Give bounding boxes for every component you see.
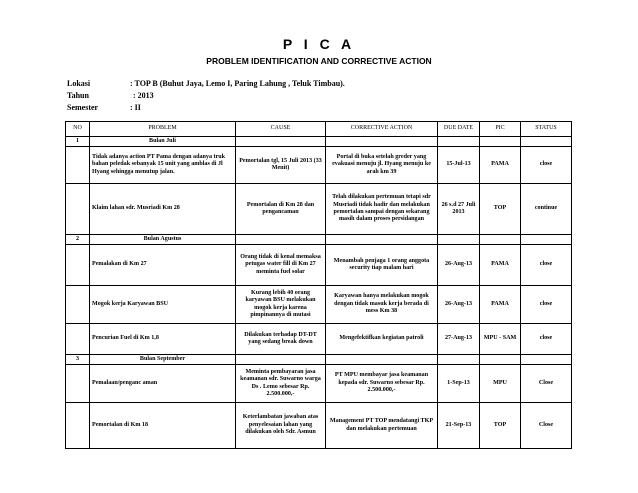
- table-row: [66, 184, 572, 235]
- empty-cell: [438, 355, 480, 365]
- section-row: [66, 235, 572, 245]
- status-cell: close: [521, 147, 572, 184]
- section-label: Bulan September: [90, 355, 236, 365]
- empty-cell: [521, 235, 572, 245]
- header-cause: CAUSE: [236, 122, 326, 137]
- table-row: [66, 403, 572, 449]
- empty-cell: [66, 184, 90, 235]
- document-subtitle: PROBLEM IDENTIFICATION AND CORRECTIVE ACTION: [206, 56, 432, 66]
- empty-cell: [236, 355, 326, 365]
- due-date-cell: 15-Jul-13: [438, 147, 480, 184]
- meta-lokasi-value: : TOP B (Buhut Jaya, Lemo I, Paring Lahung , Teluk Timbau).: [130, 79, 345, 88]
- due-date-cell: 1-Sep-13: [438, 365, 480, 403]
- document-title: P I C A: [282, 36, 356, 52]
- section-row: [66, 355, 572, 365]
- table-row: [66, 147, 572, 184]
- status-cell: close: [521, 324, 572, 355]
- due-date-cell: 21-Sep-13: [438, 403, 480, 449]
- table-row: [66, 245, 572, 286]
- problem-cell: Pemortalan di Km 18: [90, 403, 236, 449]
- meta-tahun-value: : 2013: [133, 91, 154, 100]
- empty-cell: [66, 324, 90, 355]
- cause-cell: Dilakukan terhadap DT-DT yang sedang break down: [236, 324, 326, 355]
- meta-lokasi-label: Lokasi: [67, 79, 91, 88]
- problem-cell: Tidak adanya action PT Pama dengan adanya truk bahan peledak sebanyak 15 unit yang amblas di Jl Hyang sehingga menutup jalan.: [90, 147, 236, 184]
- empty-cell: [236, 137, 326, 147]
- empty-cell: [66, 286, 90, 324]
- header-corrective-action: CORRECTIVE ACTION: [326, 122, 438, 137]
- empty-cell: [438, 137, 480, 147]
- empty-cell: [521, 355, 572, 365]
- pica-table: [65, 121, 572, 449]
- empty-cell: [480, 137, 521, 147]
- header-status: STATUS: [521, 122, 572, 137]
- pic-cell: PAMA: [480, 286, 521, 324]
- problem-cell: Mogok kerja Karyawan BSU: [90, 286, 236, 324]
- cause-cell: Pemortalan tgl, 15 Juli 2013 (33 Menit): [236, 147, 326, 184]
- header-no: NO: [66, 122, 90, 137]
- table-row: [66, 365, 572, 403]
- pic-cell: PAMA: [480, 147, 521, 184]
- meta-tahun-label: Tahun: [67, 91, 89, 100]
- pic-cell: MPU: [480, 365, 521, 403]
- action-cell: Menambah penjaga 1 orang anggota security tiap malam hari: [326, 245, 438, 286]
- empty-cell: [326, 235, 438, 245]
- empty-cell: [326, 137, 438, 147]
- action-cell: Karyawan hanya melakukan mogok dengan tidak masuk kerja berada di mess Km 38: [326, 286, 438, 324]
- cause-cell: Kurang lebih 40 orang karyawan BSU melakukan mogok kerja karena pimpinannya di mutasi: [236, 286, 326, 324]
- status-cell: Close: [521, 365, 572, 403]
- table-row: [66, 286, 572, 324]
- empty-cell: [236, 235, 326, 245]
- header-problem: PROBLEM: [90, 122, 236, 137]
- problem-cell: Pencurian Fuel di Km 1,8: [90, 324, 236, 355]
- empty-cell: [326, 355, 438, 365]
- meta-semester-value: : II: [130, 103, 141, 112]
- section-row: [66, 137, 572, 147]
- empty-cell: [480, 235, 521, 245]
- meta-semester-label: Semester: [67, 103, 99, 112]
- meta-lokasi: [67, 79, 345, 88]
- action-cell: Portal di buka setelah greder yang evakuasi menuju jl. Hyang menuju ke arah km 39: [326, 147, 438, 184]
- cause-cell: Pemortalan di Km 28 dan pengancaman: [236, 184, 326, 235]
- empty-cell: [480, 355, 521, 365]
- status-cell: continue: [521, 184, 572, 235]
- empty-cell: [66, 403, 90, 449]
- section-label: Bulan Agustus: [90, 235, 236, 245]
- problem-cell: Pemalakan di Km 27: [90, 245, 236, 286]
- cause-cell: Orang tidak di kenal memaksa petugas water fill di Km 27 meminta fuel solar: [236, 245, 326, 286]
- meta-tahun: [67, 91, 154, 100]
- table-row: [66, 324, 572, 355]
- empty-cell: [438, 235, 480, 245]
- empty-cell: [66, 147, 90, 184]
- status-cell: Close: [521, 403, 572, 449]
- header-due-date: DUE DATE: [438, 122, 480, 137]
- problem-cell: Pemalaan/penganc aman: [90, 365, 236, 403]
- section-number: 2: [66, 235, 90, 245]
- pic-cell: TOP: [480, 184, 521, 235]
- action-cell: PT MPU membayar jasa keamanan kepada sdr. Suwarno sebesar Rp. 2.500.000,-: [326, 365, 438, 403]
- cause-cell: Keterlambatan jawaban atas penyelesaian lahan yang dilakukan oleh Sdr. Asmun: [236, 403, 326, 449]
- pic-cell: TOP: [480, 403, 521, 449]
- header-pic: PIC: [480, 122, 521, 137]
- action-cell: Mengefektifkan kegiatan patroli: [326, 324, 438, 355]
- meta-semester: [67, 103, 141, 112]
- table-header-row: [66, 122, 572, 137]
- empty-cell: [521, 137, 572, 147]
- empty-cell: [66, 365, 90, 403]
- pic-cell: PAMA: [480, 245, 521, 286]
- cause-cell: Meminta pembayaran jasa keamanan sdr. Suwarno warga Ds . Lemo sebesar Rp. 2.500.000,-: [236, 365, 326, 403]
- due-date-cell: 26-Aug-13: [438, 245, 480, 286]
- due-date-cell: 26 s.d 27 Juli 2013: [438, 184, 480, 235]
- section-number: 3: [66, 355, 90, 365]
- status-cell: close: [521, 286, 572, 324]
- pic-cell: MPU - SAM: [480, 324, 521, 355]
- due-date-cell: 26-Aug-13: [438, 286, 480, 324]
- status-cell: close: [521, 245, 572, 286]
- action-cell: Management PT TOP mendatangi TKP dan melakukan pertemuan: [326, 403, 438, 449]
- section-number: 1: [66, 137, 90, 147]
- problem-cell: Klaim lahan sdr. Musriadi Km 28: [90, 184, 236, 235]
- action-cell: Telah dilakukan pertemuan tetapi sdr Musriadi tidak hadir dan melakukan pemortalan sampai dengan sekarang masih dalam proses persidangan: [326, 184, 438, 235]
- empty-cell: [66, 245, 90, 286]
- section-label: Bulan Juli: [90, 137, 236, 147]
- due-date-cell: 27-Aug-13: [438, 324, 480, 355]
